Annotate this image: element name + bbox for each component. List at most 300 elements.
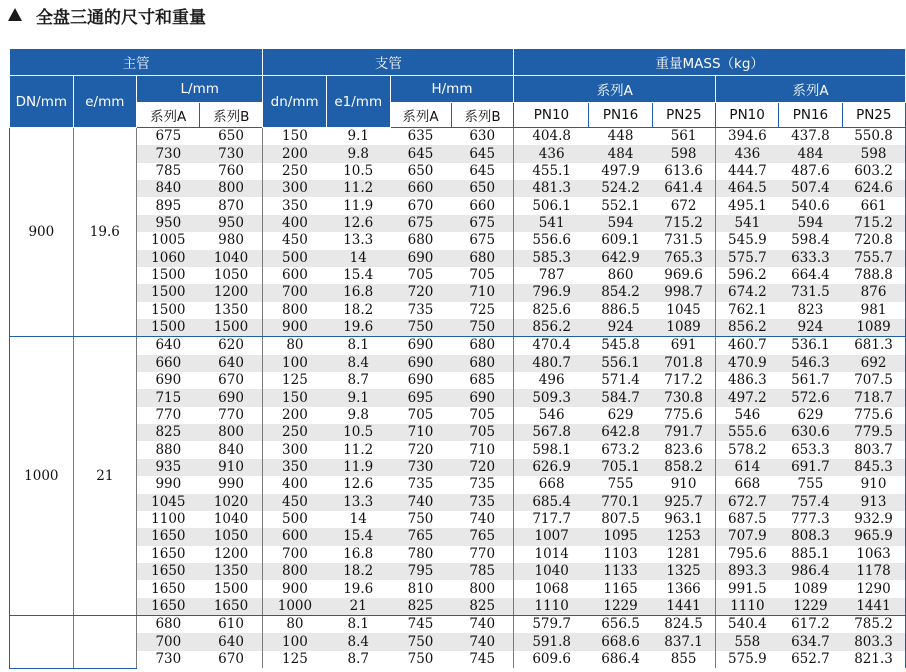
l-header: L/mm [137, 76, 263, 103]
table-cell: 710 [390, 424, 451, 441]
table-cell: 1110 [514, 598, 589, 616]
table-row [10, 250, 906, 267]
table-row [10, 407, 906, 424]
table-cell: 541 [715, 215, 778, 232]
table-row [10, 284, 906, 301]
table-cell: 660 [390, 180, 451, 197]
table-cell: 661 [842, 197, 905, 214]
table-cell: 642.9 [589, 250, 652, 267]
table-cell: 18.2 [326, 563, 390, 580]
table-row [10, 215, 906, 232]
table-cell: 15.4 [326, 528, 390, 545]
table-cell: 14 [326, 250, 390, 267]
h-series-a-header: 系列A [390, 103, 451, 128]
table-cell: 1500 [137, 319, 200, 337]
table-cell: 633.3 [779, 250, 842, 267]
table-cell: 455.1 [514, 163, 589, 180]
table-cell: 895 [155, 197, 182, 214]
table-cell: 16.8 [326, 284, 390, 301]
table-cell: 1350 [200, 563, 263, 580]
table-cell: 880 [155, 441, 182, 458]
table-cell: 640 [200, 355, 263, 372]
table-cell: 11.2 [326, 180, 390, 197]
table-cell: 796.9 [514, 284, 589, 301]
table-cell: 480.7 [514, 355, 589, 372]
table-cell: 11.2 [343, 441, 374, 458]
table-cell: 821.3 [842, 651, 905, 668]
table-cell: 1325 [652, 563, 715, 580]
table-cell: 609.6 [514, 651, 589, 668]
table-cell: 350 [263, 197, 327, 214]
table-cell: 650 [451, 180, 514, 197]
table-cell: 645 [390, 145, 451, 162]
table-cell: 686.4 [601, 650, 640, 667]
table-cell: 755.7 [842, 250, 905, 267]
table-cell: 1089 [842, 319, 905, 337]
table-cell: 546 [715, 407, 778, 424]
table-cell: 579.7 [514, 616, 589, 634]
table-cell: 556.1 [589, 355, 652, 372]
table-cell: 910 [670, 476, 697, 493]
table-cell: 760 [218, 162, 244, 179]
table-cell: 735 [407, 301, 434, 318]
table-cell: 1650 [151, 580, 186, 597]
table-cell: 1040 [514, 563, 589, 580]
table-cell: 660 [469, 197, 496, 214]
table-cell: 506.1 [514, 197, 589, 214]
table-cell: 497.2 [715, 389, 778, 406]
table-row [10, 580, 906, 597]
table-cell: 1281 [666, 545, 701, 562]
table-cell: 552.1 [601, 197, 640, 214]
table-cell: 250 [263, 424, 327, 441]
table-cell: 670 [218, 650, 244, 667]
table-cell: 524.2 [589, 180, 652, 197]
table-cell: 963.1 [664, 511, 703, 528]
table-cell: 9.8 [347, 406, 369, 423]
table-cell: 998.7 [652, 284, 715, 301]
table-cell: 690 [407, 372, 434, 389]
table-cell: 484 [589, 145, 652, 162]
table-cell: 1045 [137, 494, 200, 511]
table-cell: 765 [451, 528, 514, 545]
table-cell: 460.7 [715, 337, 778, 355]
table-row [10, 424, 906, 441]
table-row [10, 319, 906, 337]
table-cell: 720 [390, 284, 451, 301]
table-cell: 740 [469, 616, 496, 633]
table-cell: 795 [390, 563, 451, 580]
table-cell: 860 [607, 267, 634, 284]
table-cell: 777.3 [791, 511, 830, 528]
table-row [10, 494, 906, 511]
table-cell: 507.4 [779, 180, 842, 197]
table-cell: 705.1 [589, 459, 652, 476]
table-cell: 755 [797, 476, 824, 493]
table-cell: 725 [469, 301, 496, 318]
table-cell: 630.6 [779, 424, 842, 441]
table-cell: 935 [137, 459, 200, 476]
branch-pipe-header: 支管 [263, 49, 514, 76]
table-row [10, 441, 906, 458]
table-cell: 810 [407, 580, 434, 597]
table-cell: 1045 [666, 301, 701, 318]
weight-series-a-header: 系列A [514, 76, 716, 103]
table-cell: 436 [715, 145, 778, 162]
table-cell: 770 [218, 406, 244, 423]
pn25-header: PN25 [652, 103, 715, 128]
table-cell: 540.6 [791, 197, 830, 214]
table-cell: 735 [451, 494, 514, 511]
table-cell: 670 [407, 197, 434, 214]
table-row [10, 372, 906, 389]
table-cell: 650 [218, 128, 244, 145]
table-cell: 691 [670, 337, 697, 354]
pn10-header-2: PN10 [715, 103, 778, 128]
table-cell: 735 [469, 476, 496, 493]
table-cell: 550.8 [842, 128, 905, 146]
main-pipe-header: 主管 [10, 49, 263, 76]
table-cell: 675 [469, 232, 496, 249]
table-cell: 16.8 [343, 545, 374, 562]
table-cell: 690 [451, 389, 514, 406]
table-cell: 600 [263, 267, 327, 284]
table-cell: 487.6 [791, 162, 830, 179]
table-cell: 1650 [151, 545, 186, 562]
table-cell: 791.7 [652, 424, 715, 441]
table-cell: 660 [137, 355, 200, 372]
table-cell: 900 [263, 580, 327, 597]
table-cell: 497.9 [601, 162, 640, 179]
table-cell: 924 [779, 319, 842, 337]
table-cell: 1007 [514, 528, 589, 545]
table-cell: 1089 [652, 319, 715, 337]
table-cell: 745 [469, 650, 496, 667]
table-cell: 720 [451, 459, 514, 476]
table-cell: 690 [200, 389, 263, 406]
table-cell: 1500 [137, 284, 200, 301]
table-cell: 18.2 [343, 301, 374, 318]
table-cell: 1103 [603, 545, 638, 562]
table-cell: 808.3 [779, 528, 842, 545]
table-cell: 803.3 [842, 633, 905, 650]
table-cell: 775.6 [664, 406, 703, 423]
table-cell: 546 [514, 407, 589, 424]
table-cell: 9.1 [347, 128, 369, 145]
table-cell: 1110 [715, 598, 778, 616]
dn-header: DN/mm [10, 76, 74, 128]
header-row-1 [10, 49, 906, 76]
header-row-3 [10, 103, 906, 128]
table-row [10, 459, 906, 476]
table-cell: 824.5 [664, 616, 703, 633]
table-cell: 730.8 [652, 389, 715, 406]
table-cell: 910 [842, 476, 905, 493]
table-cell: 780 [407, 545, 434, 562]
table-cell: 675 [390, 215, 451, 232]
table-cell: 150 [263, 128, 327, 146]
table-cell: 1100 [151, 511, 186, 528]
table-cell: 765 [390, 528, 451, 545]
table-cell: 986.4 [779, 563, 842, 580]
table-cell: 450 [263, 232, 327, 249]
table-cell: 910 [200, 459, 263, 476]
table-cell: 1650 [200, 598, 263, 616]
table-cell: 707.9 [715, 528, 778, 545]
table-cell: 629 [607, 406, 634, 423]
table-cell: 900 [263, 319, 327, 337]
table-cell: 585.3 [514, 250, 589, 267]
table-cell: 1253 [652, 528, 715, 545]
pn16-header-2: PN16 [779, 103, 842, 128]
table-cell: 9.8 [326, 145, 390, 162]
table-cell: 591.8 [514, 633, 589, 650]
table-cell: 558 [715, 633, 778, 650]
table-cell: 740 [451, 633, 514, 650]
table-cell: 620 [218, 337, 244, 354]
table-cell: 150 [263, 389, 327, 406]
table-cell: 1040 [213, 511, 249, 528]
table-cell: 444.7 [715, 163, 778, 180]
table-row [10, 389, 906, 406]
table-cell: 924 [589, 319, 652, 337]
table-cell: 950 [137, 215, 200, 232]
table-row [10, 267, 906, 284]
table-cell: 300 [263, 180, 327, 197]
table-cell: 1050 [200, 528, 263, 545]
table-cell: 125 [263, 651, 327, 668]
table-cell: 701.8 [652, 355, 715, 372]
table-cell: 629 [797, 406, 824, 423]
table-cell: 680 [451, 250, 514, 267]
table-cell: 642.8 [589, 424, 652, 441]
table-cell: 775.6 [842, 407, 905, 424]
table-cell: 470.4 [514, 337, 589, 355]
table-cell: 730 [137, 145, 200, 162]
table-cell: 687.5 [715, 511, 778, 528]
table-row [10, 616, 906, 634]
table-cell: 785 [155, 162, 182, 179]
table-cell: 690 [390, 250, 451, 267]
pn25-header-2: PN25 [842, 103, 905, 128]
table-cell: 630 [469, 128, 496, 145]
table-cell: 770 [469, 545, 496, 562]
table-cell: 1350 [213, 301, 249, 318]
table-cell: 9.1 [326, 389, 390, 406]
l-series-a-header: 系列A [137, 103, 200, 128]
table-cell: 437.8 [791, 128, 830, 145]
table-cell: 705 [407, 267, 434, 284]
table-cell: 692 [842, 355, 905, 372]
table-cell: 762.1 [715, 302, 778, 319]
table-cell: 700 [263, 284, 327, 301]
table-cell: 720.8 [842, 232, 905, 249]
dn-cell: 1000 [10, 337, 74, 616]
table-cell: 913 [842, 494, 905, 511]
table-cell: 404.8 [514, 128, 589, 146]
table-cell: 823 [797, 301, 824, 318]
table-cell: 757.4 [779, 494, 842, 511]
table-cell: 785.2 [842, 616, 905, 634]
table-cell: 969.6 [664, 267, 703, 284]
table-cell: 567.8 [514, 424, 589, 441]
table-cell: 641.4 [652, 180, 715, 197]
table-cell: 1178 [842, 563, 905, 580]
table-cell: 19.6 [343, 580, 374, 597]
table-cell: 1650 [137, 528, 200, 545]
table-cell: 674.2 [715, 284, 778, 301]
table-row [10, 651, 906, 668]
table-cell: 1441 [652, 598, 715, 616]
table-cell: 624.6 [842, 180, 905, 197]
table-cell: 668.6 [589, 633, 652, 650]
table-cell: 886.5 [601, 301, 640, 318]
table-cell: 12.6 [343, 476, 374, 493]
table-cell: 750 [390, 319, 451, 337]
table-cell: 685.4 [514, 494, 589, 511]
table-cell: 685 [469, 372, 496, 389]
table-cell: 981 [842, 302, 905, 319]
table-cell: 1500 [200, 319, 263, 337]
h-series-b-header: 系列B [451, 103, 514, 128]
table-cell: 464.5 [715, 180, 778, 197]
e1-header: e1/mm [326, 76, 390, 128]
dn-branch-header: dn/mm [263, 76, 327, 128]
table-cell: 596.2 [715, 267, 778, 284]
table-cell: 1366 [666, 580, 701, 597]
table-cell: 1095 [589, 528, 652, 545]
table-cell: 1005 [151, 232, 186, 249]
table-cell: 300 [263, 441, 327, 458]
table-cell: 1500 [213, 580, 249, 597]
table-row [10, 163, 906, 180]
table-row [10, 546, 906, 563]
table-cell: 481.3 [514, 180, 589, 197]
dn-cell: 900 [10, 128, 74, 337]
table-cell: 730 [390, 459, 451, 476]
table-row [10, 302, 906, 319]
table-cell: 394.6 [715, 128, 778, 146]
table-cell: 1500 [151, 267, 186, 284]
table-cell: 13.3 [343, 232, 374, 249]
table-cell: 500 [263, 511, 327, 528]
table-cell: 690 [407, 337, 434, 354]
table-cell: 15.4 [343, 267, 374, 284]
pn16-header: PN16 [589, 103, 652, 128]
table-cell: 571.4 [601, 372, 640, 389]
table-cell: 965.9 [842, 528, 905, 545]
table-cell: 496 [514, 372, 589, 389]
table-cell: 561.7 [791, 372, 830, 389]
table-cell: 731.5 [664, 232, 703, 249]
table-cell: 200 [263, 145, 327, 162]
table-cell: 12.6 [326, 215, 390, 232]
table-row [10, 528, 906, 545]
table-cell: 680 [407, 232, 434, 249]
table-cell: 610 [218, 616, 244, 633]
table-cell: 1020 [200, 494, 263, 511]
table-cell: 1229 [589, 598, 652, 616]
table-cell: 1650 [137, 563, 200, 580]
table-cell: 1441 [842, 598, 905, 616]
table-cell: 584.7 [589, 389, 652, 406]
table-cell: 561 [670, 128, 697, 145]
e-cell: 21 [73, 337, 136, 616]
table-cell: 545.9 [715, 232, 778, 249]
table-cell: 436 [514, 145, 589, 162]
table-cell: 1063 [842, 546, 905, 563]
table-cell: 670 [218, 372, 244, 389]
table-cell: 925.7 [652, 494, 715, 511]
table-cell: 870 [218, 197, 244, 214]
table-row [10, 598, 906, 616]
table-cell: 681.3 [842, 337, 905, 355]
table-cell: 11.9 [343, 197, 374, 214]
table-cell: 484 [779, 145, 842, 162]
table-cell: 536.1 [791, 337, 830, 354]
table-cell: 80 [263, 616, 327, 634]
table-cell: 690 [155, 372, 182, 389]
table-cell: 1290 [842, 580, 905, 597]
table-cell: 645 [469, 162, 496, 179]
table-cell: 980 [218, 232, 244, 249]
table-cell: 125 [263, 372, 327, 389]
table-cell: 575.7 [715, 250, 778, 267]
e-header: e/mm [73, 76, 136, 128]
table-cell: 770.1 [589, 494, 652, 511]
table-cell: 8.1 [347, 616, 369, 633]
table-cell: 707.5 [842, 372, 905, 389]
table-cell: 691.7 [779, 459, 842, 476]
table-cell: 893.3 [715, 563, 778, 580]
table-cell: 750 [390, 633, 451, 650]
table-cell: 840 [218, 441, 244, 458]
table-cell: 635 [407, 128, 434, 145]
table-cell: 740 [390, 494, 451, 511]
table-cell: 546.3 [779, 355, 842, 372]
table-cell: 855 [670, 650, 697, 667]
table-cell: 807.5 [601, 511, 640, 528]
table-cell: 575.9 [715, 651, 778, 668]
table-cell: 717.2 [664, 372, 703, 389]
table-cell: 8.4 [326, 355, 390, 372]
table-cell: 1650 [137, 598, 200, 616]
table-cell: 545.8 [601, 337, 640, 354]
table-cell: 609.1 [601, 232, 640, 249]
table-cell: 640 [155, 337, 182, 354]
table-row [10, 563, 906, 580]
table-cell: 1060 [137, 250, 200, 267]
h-header: H/mm [390, 76, 514, 103]
table-cell: 876 [842, 284, 905, 301]
dimension-weight-table [9, 48, 906, 669]
table-cell: 650 [407, 162, 434, 179]
table-cell: 710 [451, 284, 514, 301]
table-cell: 80 [263, 337, 327, 355]
table-cell: 450 [263, 494, 327, 511]
table-cell: 718.7 [842, 389, 905, 406]
table-cell: 556.6 [514, 232, 589, 249]
table-cell: 803.7 [842, 441, 905, 458]
table-cell: 854.2 [589, 284, 652, 301]
table-cell: 673.2 [601, 441, 640, 458]
table-cell: 990 [218, 476, 244, 493]
table-cell: 765.3 [652, 250, 715, 267]
table-cell: 837.1 [652, 633, 715, 650]
table-cell: 800 [263, 563, 327, 580]
table-cell: 8.1 [347, 337, 369, 354]
table-cell: 991.5 [715, 580, 778, 597]
